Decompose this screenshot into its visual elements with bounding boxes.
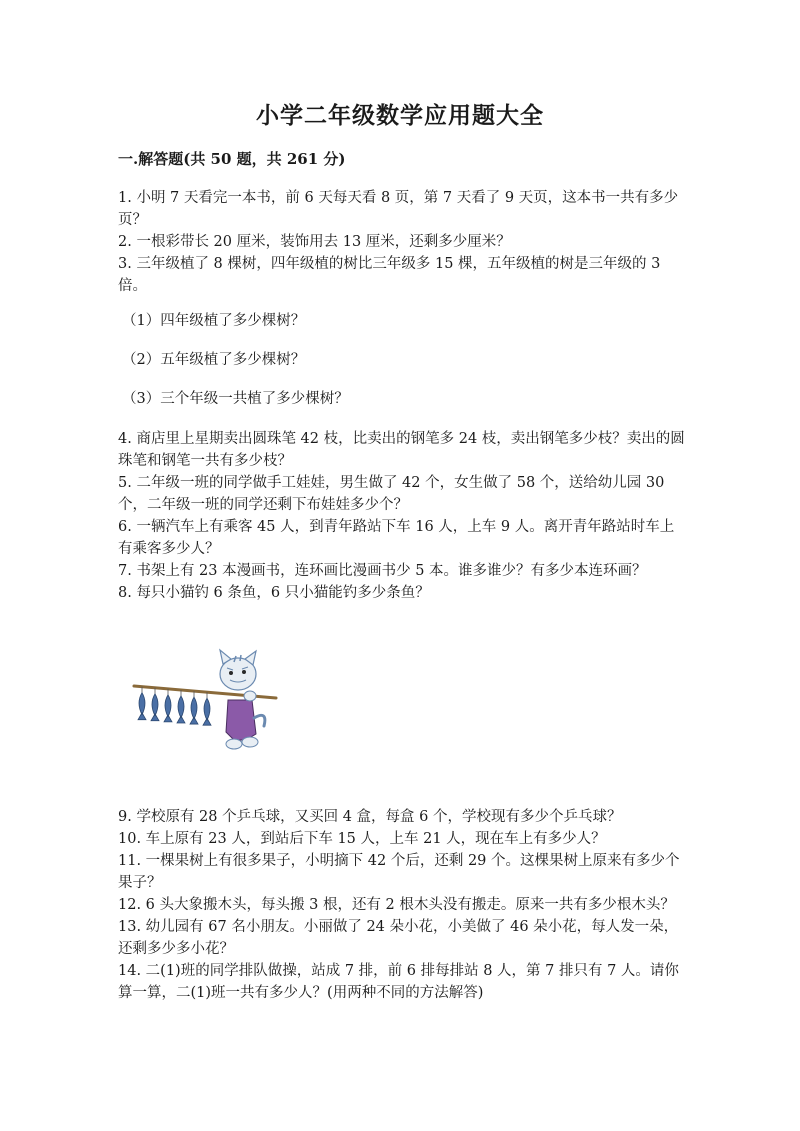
question-14: 14. 二(1)班的同学排队做操，站成 7 排，前 6 排每排站 8 人，第 7 排只有 7 人。请你算一算，二(1)班一共有多少人？(用两种不同的方法解答) — [118, 963, 679, 1001]
fish-icon — [151, 694, 159, 721]
fish-icon — [138, 693, 146, 720]
question-6: 6. 一辆汽车上有乘客 45 人，到青年路站下车 16 人，上车 9 人。离开青年路站时车上有乘客多少人？ — [118, 519, 675, 557]
cat-carrying-fish-illustration — [130, 648, 280, 758]
question-8: 8. 每只小猫钓 6 条鱼，6 只小猫能钓多少条鱼？ — [118, 585, 430, 601]
question-1: 1. 小明 7 天看完一本书，前 6 天每天看 8 页，第 7 天看了 9 天页，这本书一共有多少页？ — [118, 190, 679, 228]
question-9: 9. 学校原有 28 个乒乓球，又买回 4 盒，每盒 6 个，学校现有多少个乒乓球？ — [118, 809, 622, 825]
sub-question-3: （3）三个年级一共植了多少棵树？ — [122, 391, 349, 407]
question-5: 5. 二年级一班的同学做手工娃娃，男生做了 42 个，女生做了 58 个，送给幼儿园 30 个，二年级一班的同学还剩下布娃娃多少个？ — [118, 475, 665, 513]
document-title: 小学二年级数学应用题大全 — [256, 102, 544, 129]
fish-icon — [177, 696, 185, 723]
question-3: 3. 三年级植了 8 棵树，四年级植的树比三年级多 15 棵，五年级植的树是三年级的 3 倍。 — [118, 256, 661, 294]
question-10: 10. 车上原有 23 人，到站后下车 15 人，上车 21 人，现在车上有多少人？ — [118, 831, 606, 847]
question-group-1 — [118, 187, 688, 297]
question-13: 13. 幼儿园有 67 名小朋友。小丽做了 24 朵小花，小美做了 46 朵小花，每人发一朵，还剩多少多小花？ — [118, 919, 679, 957]
question-7: 7. 书架上有 23 本漫画书，连环画比漫画书少 5 本。谁多谁少？有多少本连环画？ — [118, 563, 647, 579]
question-12: 12. 6 头大象搬木头，每头搬 3 根，还有 2 根木头没有搬走。原来一共有多少根木头？ — [118, 897, 675, 913]
question-2: 2. 一根彩带长 20 厘米，装饰用去 13 厘米，还剩多少厘米？ — [118, 234, 511, 250]
fish-icon — [203, 698, 211, 725]
question-4: 4. 商店里上星期卖出圆珠笔 42 枝，比卖出的钢笔多 24 枝，卖出钢笔多少枝？卖出的圆珠笔和钢笔一共有多少枝？ — [118, 431, 685, 469]
question-11: 11. 一棵果树上有很多果子，小明摘下 42 个后，还剩 29 个。这棵果树上原来有多少个果子？ — [118, 853, 680, 891]
fish-icon — [190, 697, 198, 724]
section-heading: 一.解答题(共 50 题，共 261 分) — [118, 150, 346, 168]
question-group-2 — [118, 428, 688, 604]
sub-question-1: （1）四年级植了多少棵树？ — [122, 313, 306, 329]
question-group-3 — [118, 806, 688, 1004]
fish-icon — [164, 695, 172, 722]
sub-question-2: （2）五年级植了多少棵树？ — [122, 352, 306, 368]
